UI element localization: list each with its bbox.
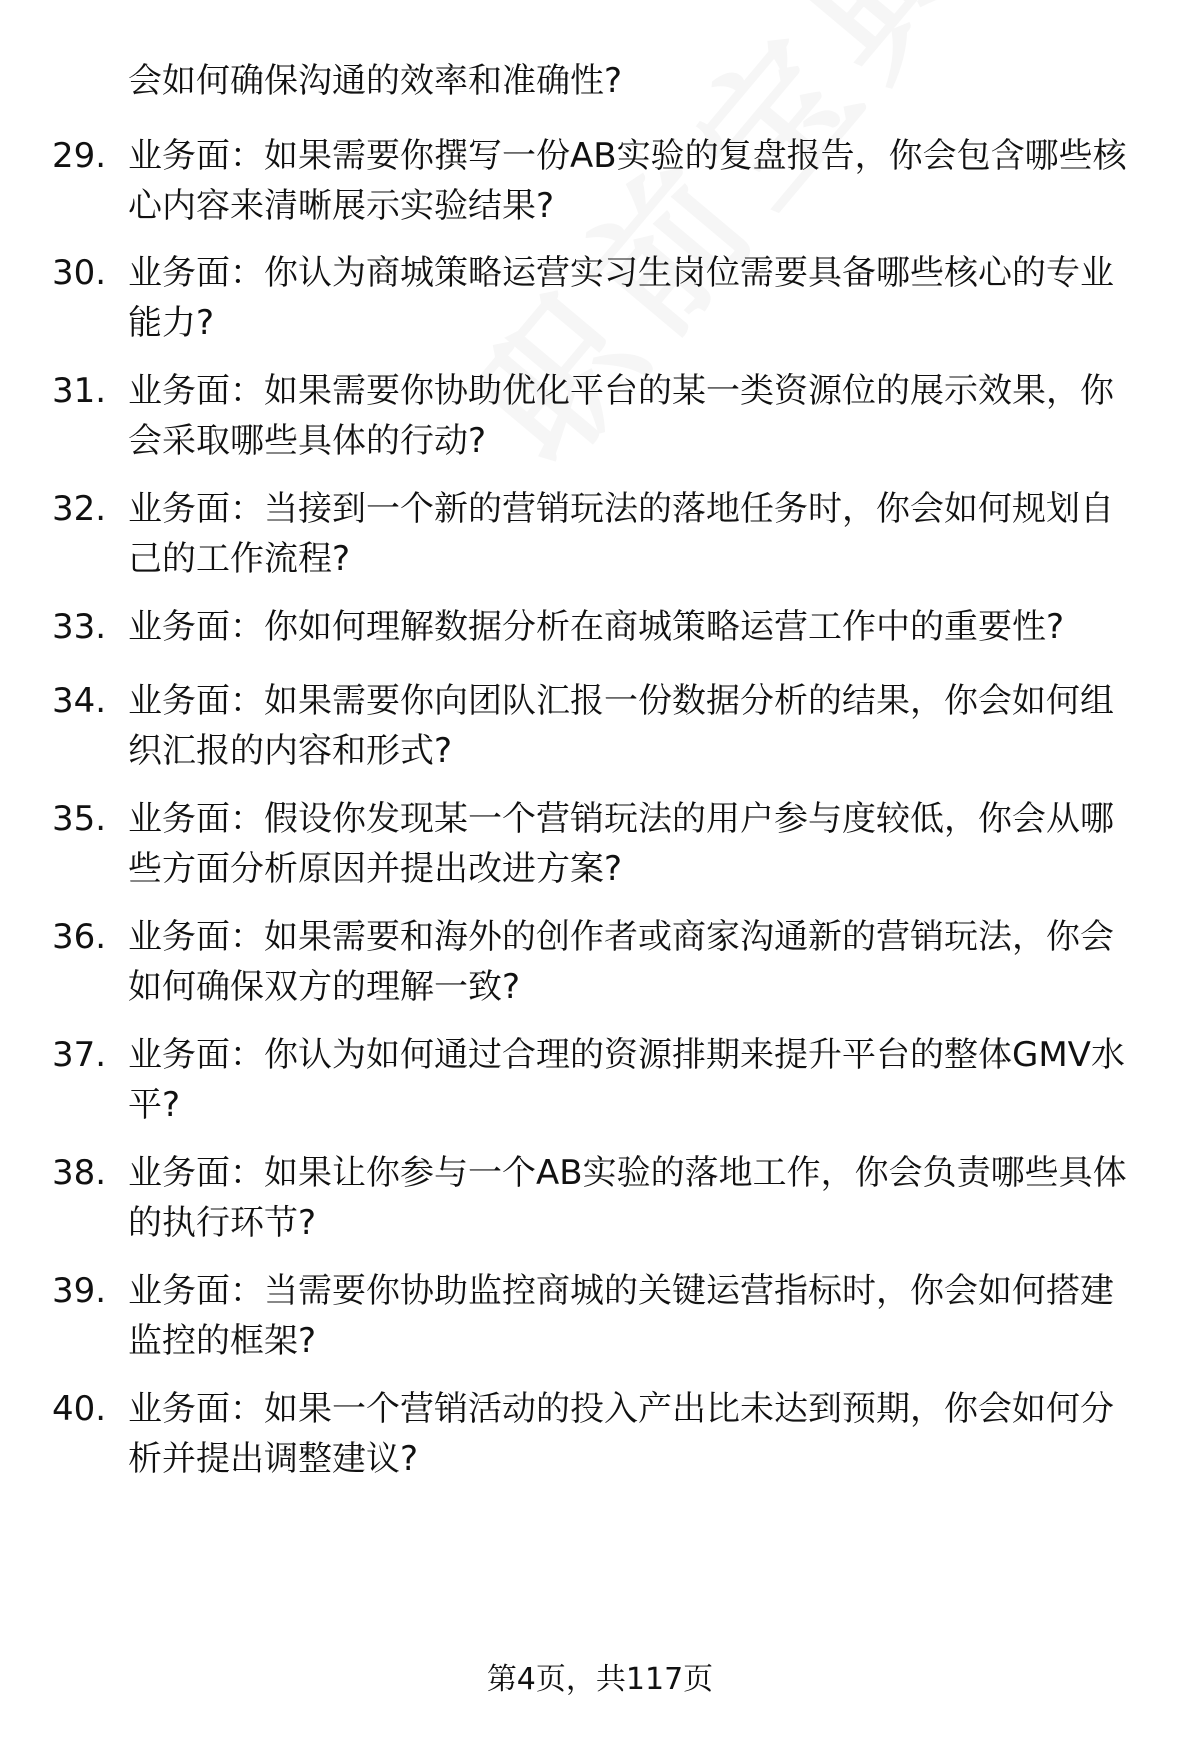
question-item (52, 602, 1152, 652)
question-text: 业务面：你认为如何通过合理的资源排期来提升平台的整体GMV水平? (128, 1035, 1125, 1125)
question-item (52, 1266, 1152, 1366)
question-item (52, 131, 1152, 231)
question-text: 业务面：当需要你协助监控商城的关键运营指标时，你会如何搭建监控的框架? (128, 1271, 1114, 1361)
question-number: 39. (52, 1271, 107, 1311)
question-text: 业务面：如果让你参与一个AB实验的落地工作，你会负责哪些具体的执行环节? (128, 1153, 1127, 1243)
question-text: 业务面：如果一个营销活动的投入产出比未达到预期，你会如何分析并提出调整建议? (128, 1389, 1114, 1479)
question-number: 30. (52, 253, 107, 293)
question-number: 29. (52, 136, 107, 176)
question-item (52, 676, 1152, 776)
question-item (52, 1148, 1152, 1248)
continuation-text: 会如何确保沟通的效率和准确性? (128, 61, 623, 101)
question-text: 业务面：如果需要你协助优化平台的某一类资源位的展示效果，你会采取哪些具体的行动? (128, 371, 1114, 461)
question-number: 31. (52, 371, 107, 411)
question-item (52, 484, 1152, 584)
question-number: 32. (52, 489, 107, 529)
question-text: 业务面：如果需要你向团队汇报一份数据分析的结果，你会如何组织汇报的内容和形式? (128, 681, 1114, 771)
page-footer: 第4页，共117页 (486, 1662, 714, 1697)
question-number: 34. (52, 681, 107, 721)
question-number: 38. (52, 1153, 107, 1193)
question-number: 37. (52, 1035, 107, 1075)
question-item (52, 794, 1152, 894)
question-item (52, 912, 1152, 1012)
question-text: 业务面：你如何理解数据分析在商城策略运营工作中的重要性? (128, 607, 1065, 647)
question-item (52, 1030, 1152, 1130)
question-text: 业务面：假设你发现某一个营销玩法的用户参与度较低，你会从哪些方面分析原因并提出改进方案? (128, 799, 1114, 889)
question-item (52, 1384, 1152, 1484)
question-number: 35. (52, 799, 107, 839)
question-text: 业务面：如果需要和海外的创作者或商家沟通新的营销玩法，你会如何确保双方的理解一致? (128, 917, 1114, 1007)
question-text: 业务面：你认为商城策略运营实习生岗位需要具备哪些核心的专业能力? (128, 253, 1114, 343)
question-text: 业务面：如果需要你撰写一份AB实验的复盘报告，你会包含哪些核心内容来清晰展示实验结果? (128, 136, 1127, 226)
question-number: 40. (52, 1389, 107, 1429)
question-item (52, 366, 1152, 466)
question-number: 33. (52, 607, 107, 647)
question-number: 36. (52, 917, 107, 957)
question-text: 业务面：当接到一个新的营销玩法的落地任务时，你会如何规划自己的工作流程? (128, 489, 1114, 579)
question-item (52, 248, 1152, 348)
